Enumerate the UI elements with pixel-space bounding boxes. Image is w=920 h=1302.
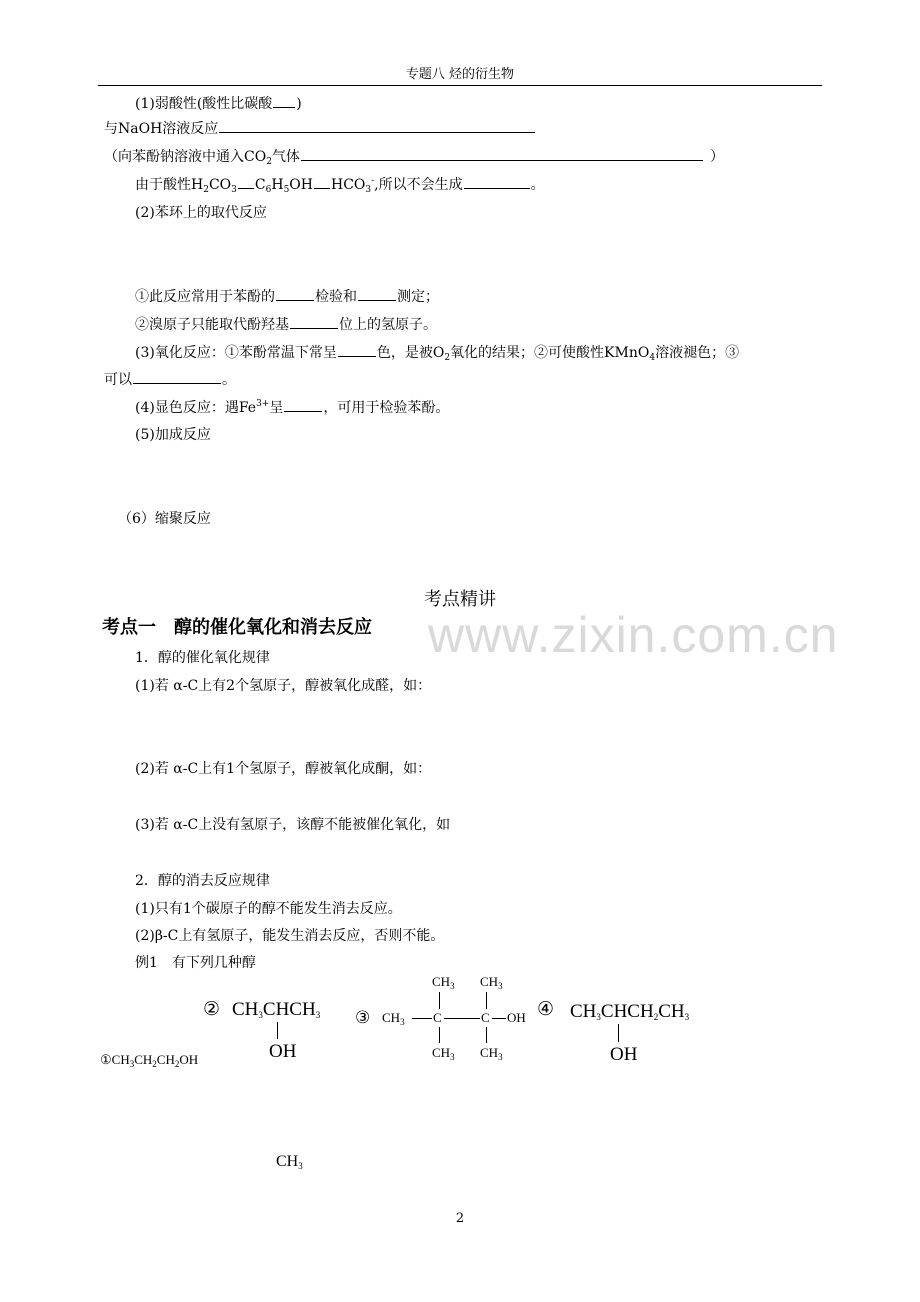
watermark: www.zixin.com.cn [428,607,839,663]
line-bromine [135,318,437,332]
fill-blank[interactable] [464,187,530,189]
rule-1-item-3: (3)若 α-C上没有氢原子，该醇不能被催化氧化，如 [135,817,451,833]
subscript: 3 [400,1017,405,1027]
text: 检验和 [315,289,357,305]
text: (3)氧化反应：①苯酚常温下常呈 [135,345,337,361]
page-number: 2 [455,1211,465,1226]
text: 。 [530,177,545,193]
text: CH [432,1045,451,1060]
fill-blank[interactable] [133,382,221,384]
fill-blank[interactable] [290,327,338,329]
text: CH [570,1001,597,1022]
text: 气体 [271,149,300,165]
subscript: 3 [129,1059,135,1069]
bond-line [492,1018,506,1019]
bond-line [439,1027,440,1043]
fill-blank[interactable] [273,106,295,108]
text: 测定； [397,289,439,305]
text: CH [432,974,451,989]
molecule-2-label: ② [203,999,221,1020]
example-1: 例1 有下列几种醇 [135,955,256,971]
subscript: 2 [653,1012,659,1022]
molecule-1 [100,1052,199,1069]
subscript: 3 [498,1052,503,1062]
text: CH [232,999,259,1020]
subscript: 6 [265,185,272,195]
superscript: 3+ [256,399,270,409]
subscript: 4 [649,353,656,363]
molecule-3-methyl-left [382,1010,405,1027]
subscript: 3 [450,1052,455,1062]
line-acidity-order [135,176,545,195]
bond-line [277,1022,278,1039]
bond-line [618,1024,619,1042]
text: CH [276,1153,299,1170]
molecule-4-label: ④ [537,999,555,1020]
subscript: 3 [315,1010,321,1020]
rule-1-title: 1．醇的催化氧化规律 [135,650,270,666]
fragment-methyl [276,1154,303,1170]
text: CHCH [600,1001,654,1022]
text: （向苯酚钠溶液中通入CO [104,149,267,165]
text: (4)显色反应：遇Fe [135,400,257,416]
rule-2-item-2: (2)β-C上有氢原子，能发生消去反应，否则不能。 [135,928,445,944]
text: H [271,177,284,193]
text: CH [480,974,499,989]
bond-line [412,1018,432,1019]
fill-blank[interactable] [358,299,396,301]
line-weak-acidity [135,97,302,111]
text: ①CH [100,1052,130,1067]
molecule-3-methyl-bottom-2 [480,1045,503,1062]
text: 。 [222,372,236,388]
molecule-2-hydroxyl: OH [269,1041,297,1062]
subscript: 2 [152,1059,157,1069]
text: ②溴原子只能取代酚羟基 [135,317,289,333]
subscript: 3 [596,1012,601,1022]
molecule-3-methyl-bottom-1 [432,1045,455,1062]
text: CHCH [262,999,316,1020]
molecule-3-methyl-top-1 [432,974,455,991]
fill-blank[interactable] [314,187,330,189]
line-test-use [135,290,439,304]
subscript: 3 [498,981,503,991]
section-heading: 考点一 醇的催化氧化和消去反应 [102,617,372,638]
line-co2 [104,149,724,167]
text: OH [179,1052,199,1067]
subscript: 2 [266,157,272,167]
text: 可以 [104,372,132,388]
bond-line [444,1018,480,1019]
subscript: 3 [684,1012,690,1022]
text: CH [156,1052,175,1067]
text: 呈 [269,400,284,416]
molecule-3-carbon-2: C [481,1010,490,1025]
text: 由于酸性H [135,177,204,193]
fill-blank[interactable] [284,410,322,412]
molecule-3-label: ③ [355,1008,371,1027]
subscript: 2 [174,1059,180,1069]
header-rule [98,85,822,86]
subscript: 3 [365,185,372,195]
text: C [254,177,266,193]
text: OH [289,177,313,193]
line-addition: (5)加成反应 [135,427,211,443]
text: 色，是被O [376,345,445,361]
text: ） [709,149,724,165]
section-title: 考点精讲 [424,589,496,610]
subscript: 3 [258,1010,263,1020]
line-oxidation-cont [104,373,236,387]
text: (1)弱酸性(酸性比碳酸 [135,96,273,112]
line-substitution: (2)苯环上的取代反应 [135,205,267,221]
text: ) [296,96,302,112]
bond-line [486,992,487,1009]
subscript: 3 [450,981,455,991]
line-naoh-reaction [104,122,536,136]
text: CH [134,1052,153,1067]
fill-blank[interactable] [276,299,314,301]
subscript: 2 [444,353,451,363]
molecule-3-carbon-1: C [433,1010,442,1025]
page-header: 专题八 烃的衍生物 [405,67,515,82]
line-oxidation [135,345,740,363]
fill-blank[interactable] [219,131,535,133]
text: 氧化的结果；②可使酸性KMnO [450,345,650,361]
bond-line [486,1027,487,1043]
molecule-2-chain [232,1000,320,1019]
molecule-4-chain [570,1002,689,1021]
text: 溶液褪色；③ [655,345,740,361]
molecule-3-methyl-top-2 [480,974,503,991]
fill-blank[interactable] [301,159,703,161]
bond-line [439,992,440,1009]
molecule-4-hydroxyl: OH [610,1044,638,1065]
text: CH [480,1045,499,1060]
fill-blank[interactable] [338,355,376,357]
rule-1-item-2: (2)若 α-C上有1个氢原子，醇被氧化成酮，如： [135,761,432,777]
text: ①此反应常用于苯酚的 [135,289,275,305]
text: CH [382,1010,401,1025]
text: CO [208,177,232,193]
molecule-3-hydroxyl: OH [507,1010,526,1025]
text: 与NaOH溶液反应 [104,121,219,137]
text: CH [658,1001,685,1022]
subscript: 2 [203,185,209,195]
subscript: 3 [231,185,237,195]
rule-2-item-1: (1)只有1个碳原子的醇不能发生消去反应。 [135,901,402,917]
rule-1-item-1: (1)若 α-C上有2个氢原子，醇被氧化成醛，如： [135,678,432,694]
text: 位上的氢原子。 [339,317,437,333]
text: ，可用于检验苯酚。 [323,400,450,416]
subscript: 5 [283,185,290,195]
rule-2-title: 2．醇的消去反应规律 [135,873,270,889]
line-color-reaction [135,401,449,415]
text: HCO [330,177,366,193]
line-polycondensation: （6）缩聚反应 [118,511,211,527]
text: ,所以不会生成 [374,177,463,193]
subscript: 3 [298,1161,303,1171]
superscript: - [371,176,375,186]
fill-blank[interactable] [238,187,254,189]
